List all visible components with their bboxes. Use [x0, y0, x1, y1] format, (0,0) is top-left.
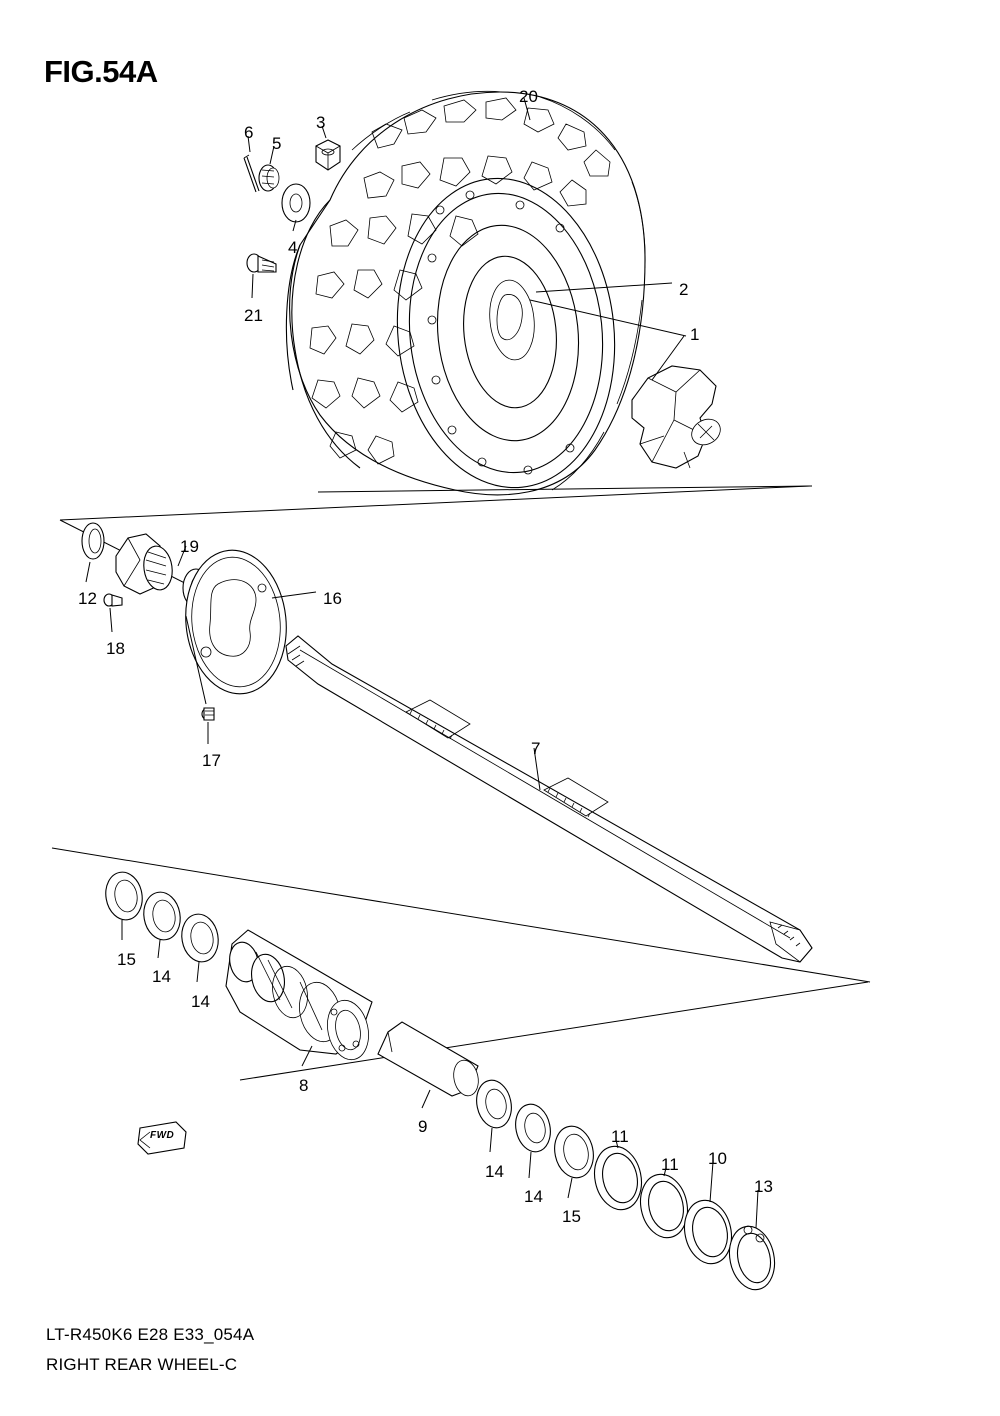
callout-number: 17	[202, 751, 221, 770]
exploded-axis-lines	[52, 486, 870, 1080]
callout-number: 14	[485, 1162, 504, 1181]
washer	[282, 184, 310, 222]
callout-number: 20	[519, 87, 538, 106]
figure-label: FIG.54A	[44, 54, 158, 89]
callout-number: 18	[106, 639, 125, 658]
fwd-marker	[138, 1122, 186, 1154]
callout-number: 14	[191, 992, 210, 1011]
brake-disc	[179, 545, 294, 699]
bearing-stack	[102, 869, 780, 1294]
callout-number: 14	[152, 967, 171, 986]
callout-number: 16	[323, 589, 342, 608]
callout-number: 8	[299, 1076, 309, 1095]
callout-number: 3	[316, 113, 326, 132]
callout-number: 19	[180, 537, 199, 556]
rear-hub-carrier	[632, 366, 725, 468]
callout-number: 12	[78, 589, 97, 608]
circlip	[724, 1222, 780, 1294]
spacer-tube	[378, 1022, 481, 1098]
callout-number: 6	[244, 123, 254, 142]
knuckle-flange	[116, 534, 175, 594]
callout-number: 14	[524, 1187, 543, 1206]
callout-number: 9	[418, 1117, 428, 1136]
driveshaft-assembly	[82, 523, 812, 962]
footer-figure-title: RIGHT REAR WHEEL-C	[46, 1355, 238, 1374]
disc-bolt-18	[104, 594, 122, 606]
callout-number: 21	[244, 306, 263, 325]
hub-bolt	[247, 254, 276, 272]
castle-nut	[259, 165, 279, 191]
callout-number: 2	[679, 280, 689, 299]
callout-number: 15	[562, 1207, 581, 1226]
cv-joint-housing	[226, 930, 374, 1064]
disc-bolt-17	[202, 708, 214, 720]
drive-shaft	[286, 636, 812, 962]
callout-number: 1	[690, 325, 700, 344]
footer-model-code: LT-R450K6 E28 E33_054A	[46, 1325, 255, 1344]
axle-nut	[316, 140, 340, 170]
callout-number: 7	[531, 739, 541, 758]
callout-number: 11	[661, 1155, 679, 1174]
callout-number: 10	[708, 1149, 727, 1168]
callout-number: 4	[288, 238, 298, 257]
callout-number: 5	[272, 134, 282, 153]
callout-number: 11	[611, 1127, 629, 1146]
callout-number: 13	[754, 1177, 773, 1196]
callout-number: 15	[117, 950, 136, 969]
fwd-marker-label: FWD	[150, 1130, 175, 1141]
